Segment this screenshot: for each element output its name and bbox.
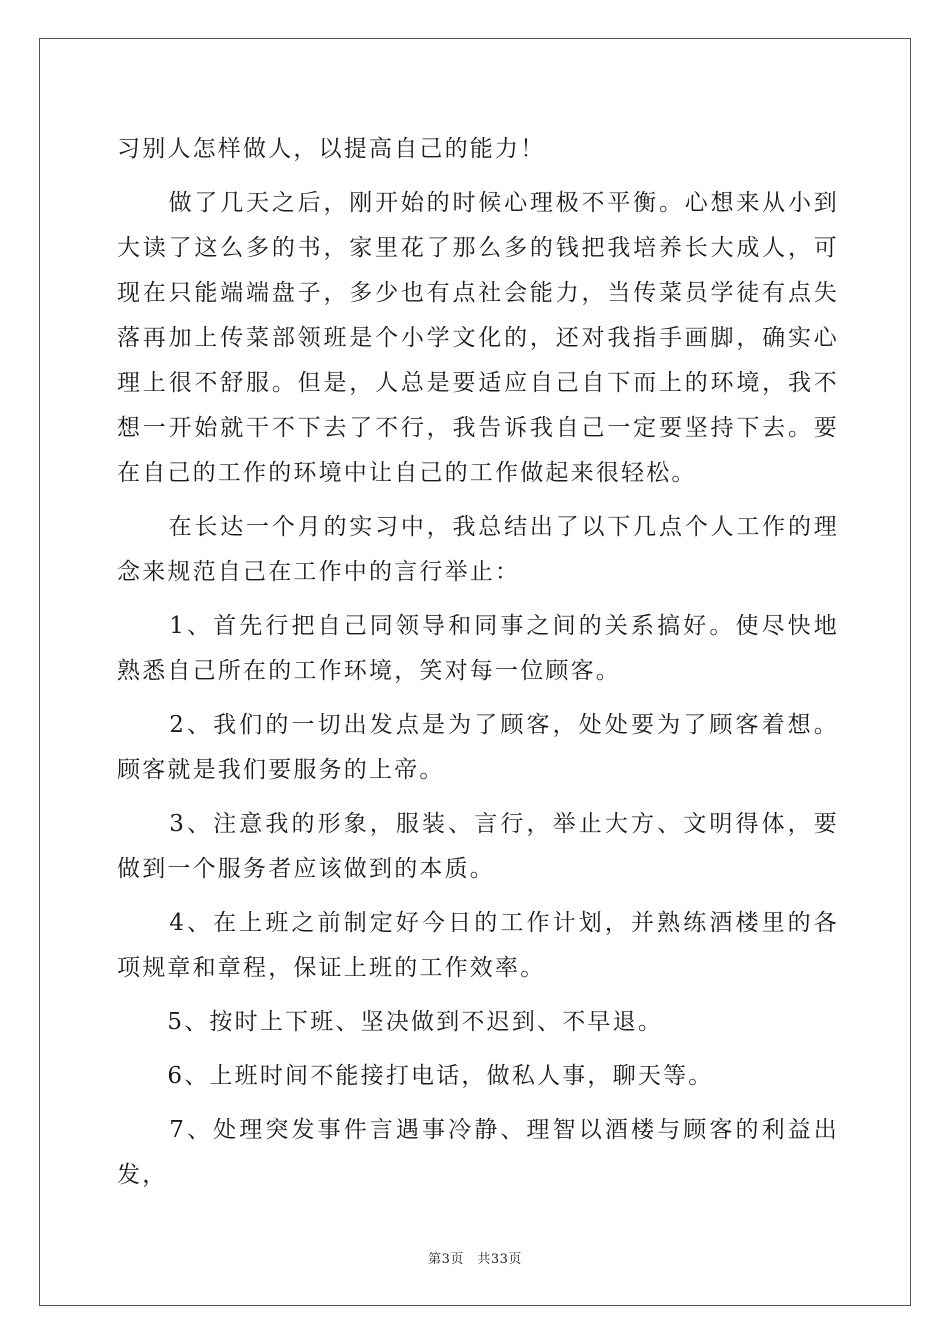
list-item-7: 7、处理突发事件言遇事冷静、理智以酒楼与顾客的利益出发， (117, 1117, 839, 1188)
paragraph-1: 习别人怎样做人，以提高自己的能力！ (117, 136, 546, 162)
paragraph-3: 在长达一个月的实习中，我总结出了以下几点个人工作的理念来规范自己在工作中的言行举止： (117, 514, 839, 585)
list-item-5: 5、按时上下班、坚决做到不迟到、不早退。 (117, 1009, 664, 1035)
page-number-footer: 第3页 共33页 (428, 1252, 522, 1267)
document-body (117, 127, 839, 1198)
list-item-3: 3、注意我的形象，服装、言行，举止大方、文明得体，要做到一个服务者应该做到的本质。 (117, 811, 839, 882)
list-item-4: 4、在上班之前制定好今日的工作计划，并熟练酒楼里的各项规章和章程，保证上班的工作效率。 (117, 910, 839, 981)
list-item-2: 2、我们的一切出发点是为了顾客，处处要为了顾客着想。顾客就是我们要服务的上帝。 (117, 712, 839, 783)
list-item-1: 1、首先行把自己同领导和同事之间的关系搞好。使尽快地熟悉自己所在的工作环境，笑对每一位顾客。 (117, 613, 839, 684)
paragraph-2: 做了几天之后，刚开始的时候心理极不平衡。心想来从小到大读了这么多的书，家里花了那么多的钱把我培养长大成人，可现在只能端端盘子，多少也有点社会能力，当传菜员学徒有点失落再加上传菜部领班是个小学文化的，还对我指手画脚，确实心理上很不舒服。但是，人总是要适应自己自下而上的环境，我不想一开始就干不下去了不行，我告诉我自己一定要坚持下去。要在自己的工作的环境中让自己的工作做起来很轻松。 (117, 190, 839, 486)
list-item-6: 6、上班时间不能接打电话，做私人事，聊天等。 (117, 1063, 714, 1089)
